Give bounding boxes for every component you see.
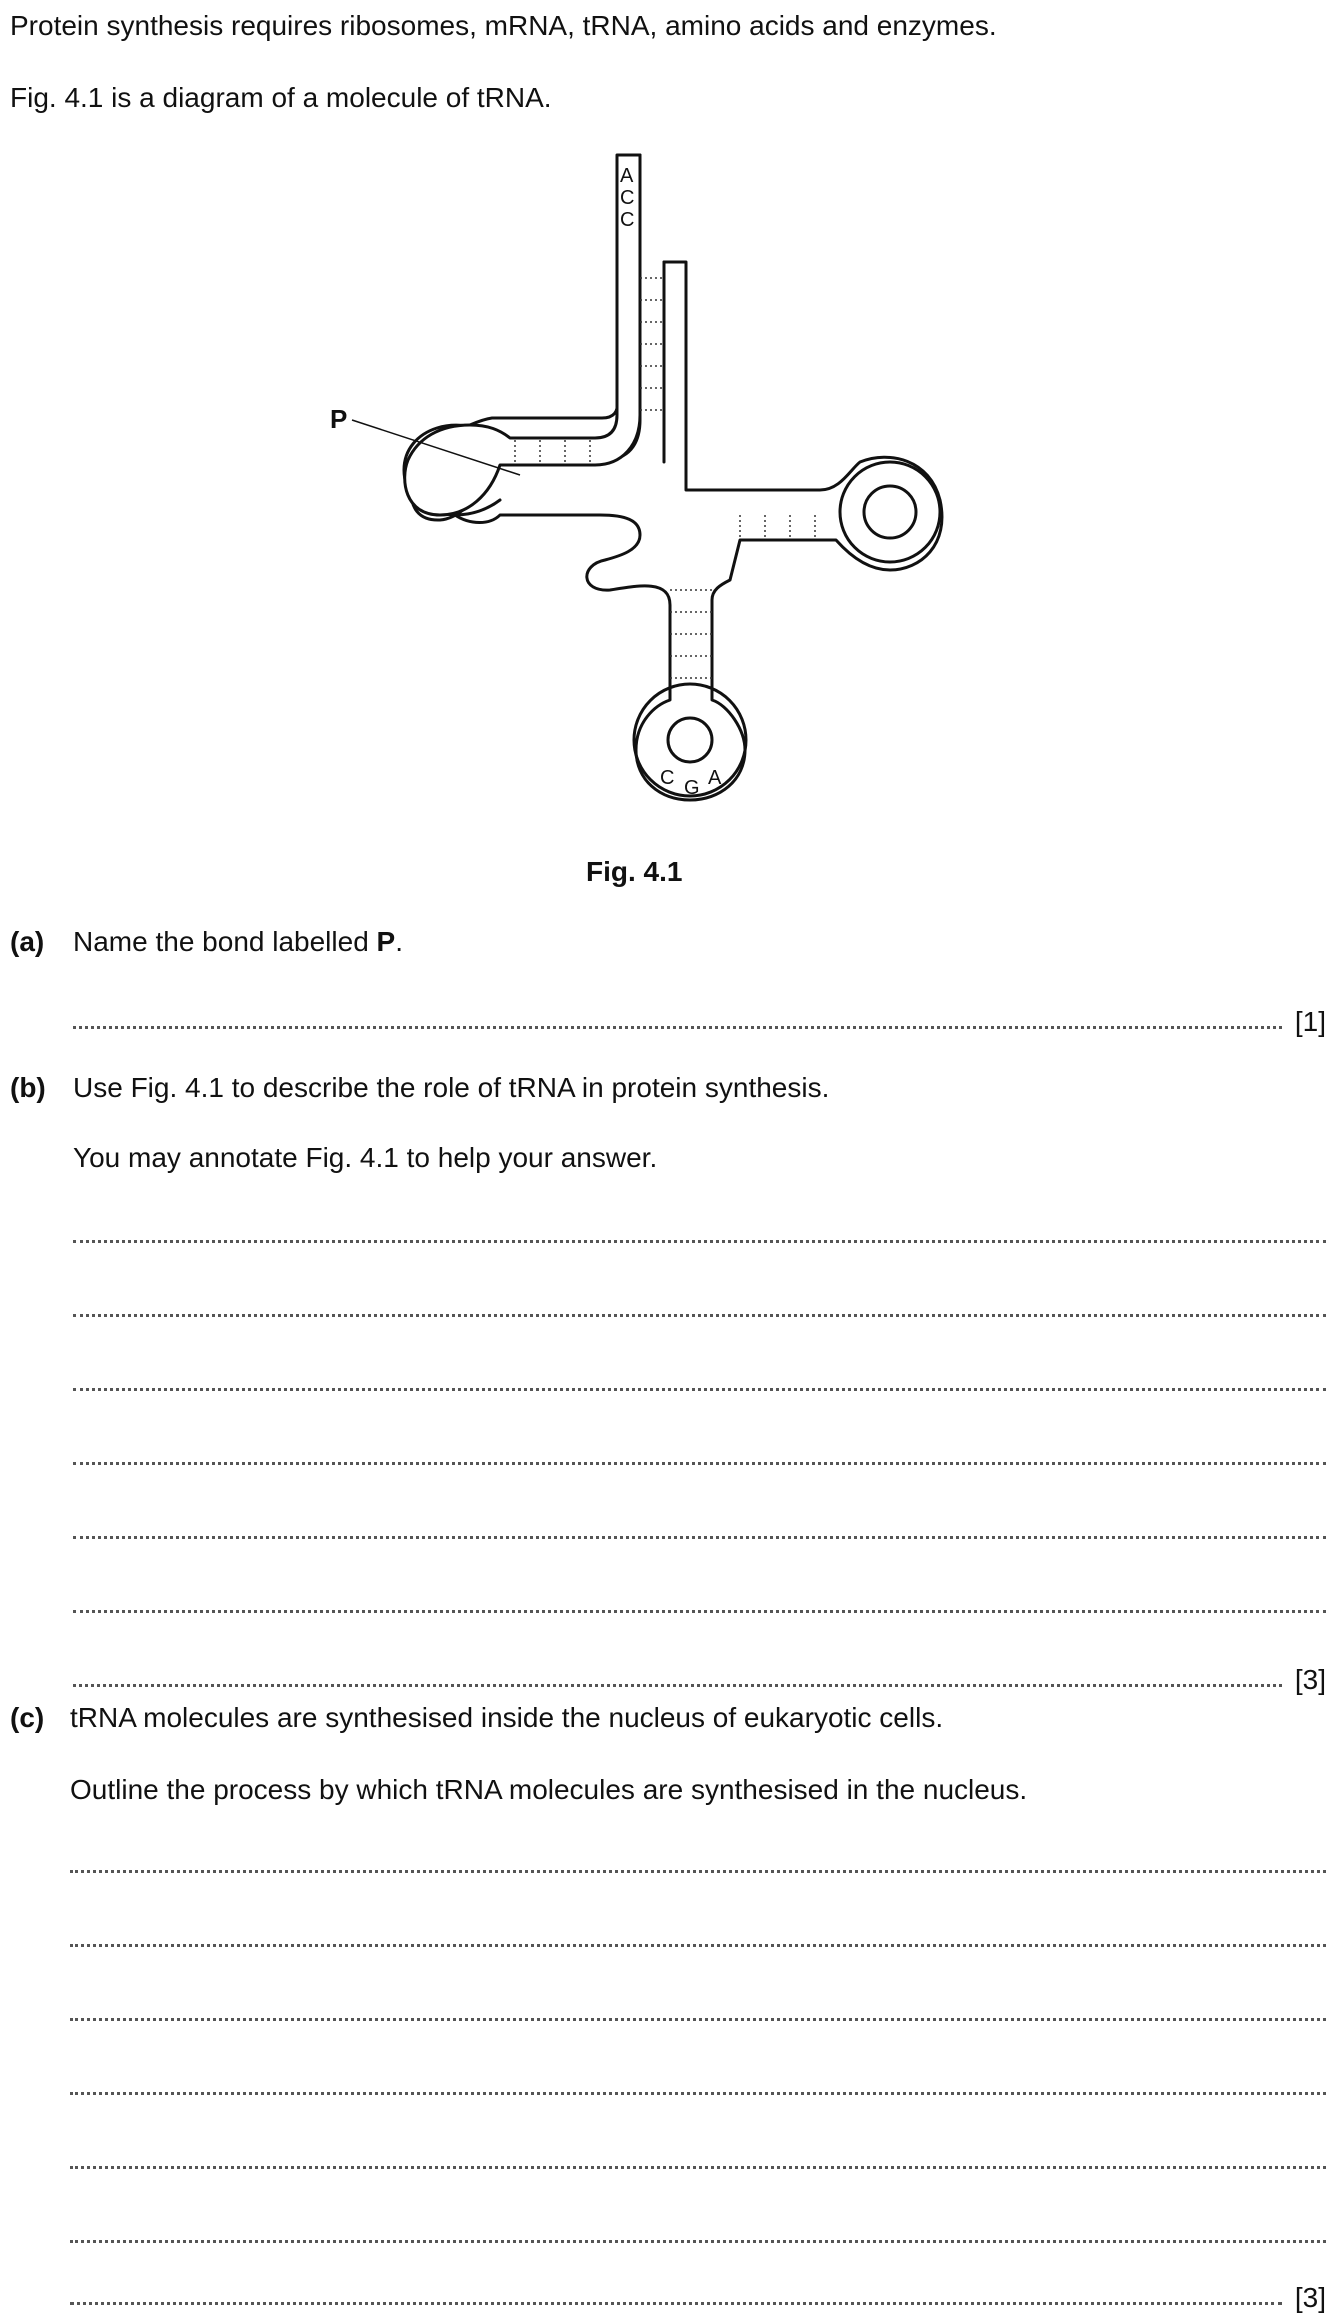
answer-dots [70, 2092, 1326, 2095]
part-c-label: (c) [10, 1702, 45, 1733]
answer-line-c-4[interactable] [70, 2068, 1326, 2100]
trna-backbone [405, 155, 640, 515]
anticodon-base-1: C [660, 767, 675, 789]
acceptor-base-3: C [620, 209, 635, 231]
part-a-bold-term: P [376, 926, 396, 957]
part-b-instruction: You may annotate Fig. 4.1 to help your answer. [73, 1142, 658, 1173]
answer-line-c-1[interactable] [70, 1846, 1326, 1878]
answer-dots [73, 1462, 1326, 1465]
answer-dots [73, 1684, 1282, 1687]
t-loop-inner [864, 486, 916, 538]
answer-dots [73, 1314, 1326, 1317]
answer-line-c-7[interactable] [70, 2278, 1326, 2313]
figure-caption: Fig. 4.1 [586, 856, 683, 887]
answer-line-b-2[interactable] [73, 1290, 1326, 1322]
part-c-question: Outline the process by which tRNA molecules are synthesised in the nucleus. [70, 1774, 1028, 1805]
answer-line-c-3[interactable] [70, 1994, 1326, 2026]
part-c-statement: tRNA molecules are synthesised inside the nucleus of eukaryotic cells. [70, 1702, 944, 1733]
part-a-question [73, 926, 403, 958]
part-a-text-end: . [395, 926, 404, 957]
part-a-label: (a) [10, 926, 45, 957]
answer-line-b-7[interactable] [73, 1660, 1326, 1695]
acceptor-base-2: C [620, 187, 635, 209]
answer-dots [70, 2018, 1326, 2021]
answer-line-b-3[interactable] [73, 1364, 1326, 1396]
part-b-question: Use Fig. 4.1 to describe the role of tRNA in protein synthesis. [73, 1072, 830, 1103]
t-loop-outer [840, 462, 940, 562]
answer-dots [70, 2240, 1326, 2243]
answer-line-a[interactable] [73, 1002, 1326, 1037]
answer-line-c-6[interactable] [70, 2216, 1326, 2248]
answer-dots [70, 1870, 1326, 1873]
answer-line-b-1[interactable] [73, 1216, 1326, 1248]
part-a-text: Name the bond labelled [73, 926, 377, 957]
acceptor-base-1: A [620, 165, 634, 187]
anticodon-base-2: G [684, 777, 700, 799]
answer-dots [73, 1610, 1326, 1613]
figure-intro-text: Fig. 4.1 is a diagram of a molecule of tRNA. [10, 82, 552, 113]
marks-b: [3] [1294, 1664, 1326, 1695]
intro-text: Protein synthesis requires ribosomes, mRNA, tRNA, amino acids and enzymes. [10, 10, 997, 41]
answer-line-c-5[interactable] [70, 2142, 1326, 2174]
answer-dots [73, 1240, 1326, 1243]
answer-dots [73, 1388, 1326, 1391]
marks-a: [1] [1294, 1006, 1326, 1037]
anticodon-loop-inner [668, 718, 712, 762]
answer-line-c-2[interactable] [70, 1920, 1326, 1952]
answer-line-b-4[interactable] [73, 1438, 1326, 1470]
marks-c: [3] [1294, 2282, 1326, 2313]
answer-dots [70, 2166, 1326, 2169]
trna-diagram [0, 0, 1336, 900]
label-p: P [330, 404, 348, 434]
anticodon-base-3: A [708, 767, 722, 789]
answer-dots [73, 1536, 1326, 1539]
answer-line-b-5[interactable] [73, 1512, 1326, 1544]
part-b-label: (b) [10, 1072, 46, 1103]
answer-dots [70, 2302, 1282, 2305]
answer-line-b-6[interactable] [73, 1586, 1326, 1618]
answer-dots [70, 1944, 1326, 1947]
answer-dots [73, 1026, 1282, 1029]
